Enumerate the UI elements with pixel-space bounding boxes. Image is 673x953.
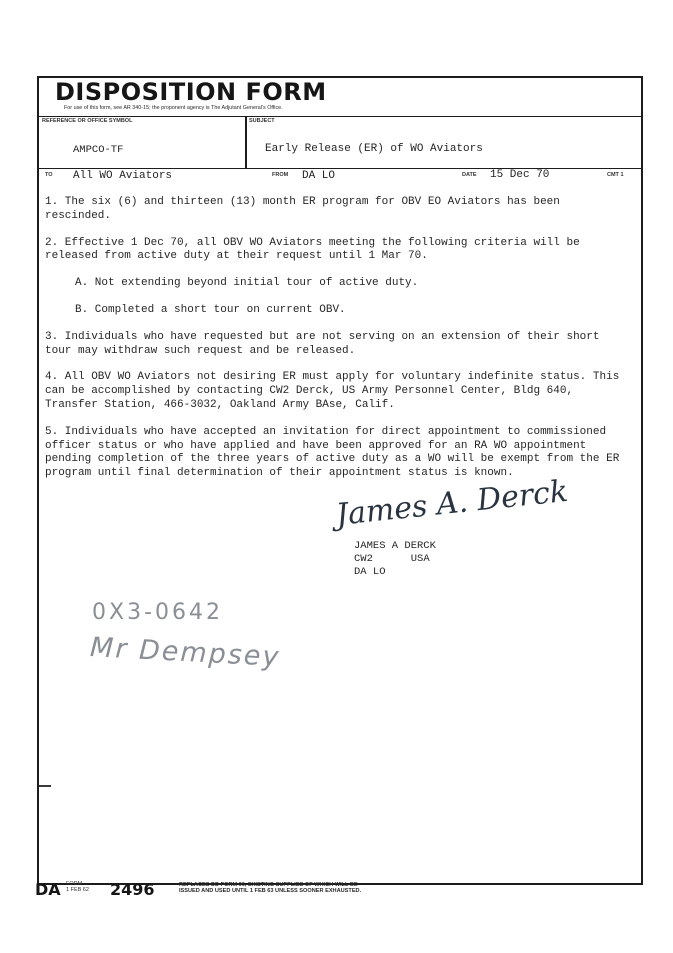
date-label: DATE bbox=[462, 172, 477, 178]
footer-form-edition: 1 FEB 62 bbox=[66, 887, 89, 893]
paragraph-2: 2. Effective 1 Dec 70, all OBV WO Aviators meeting the following criteria will be released from active duty at their request until 1 Mar 70. bbox=[45, 236, 580, 263]
memo-body bbox=[45, 196, 630, 494]
form-title: DISPOSITION FORM bbox=[55, 78, 327, 106]
signer-rank: CW2 bbox=[354, 553, 373, 566]
margin-mark bbox=[39, 785, 51, 787]
signer-office: DA LO bbox=[354, 566, 386, 579]
paragraph-2b: B. Completed a short tour on current OBV. bbox=[75, 303, 346, 316]
signer-branch: USA bbox=[410, 553, 430, 566]
handwritten-note-name: Mr Dempsey bbox=[89, 632, 282, 673]
vertical-divider bbox=[245, 116, 247, 168]
signer-name: JAMES A DERCK bbox=[354, 540, 436, 552]
paragraph-3: 3. Individuals who have requested but are not serving on an extension of their short tour may withdraw such request and be released. bbox=[45, 330, 600, 357]
footer-replaces-line-2: ISSUED AND USED UNTIL 1 FEB 63 UNLESS SOONER EXHAUSTED. bbox=[179, 888, 362, 895]
paragraph-5: 5. Individuals who have accepted an invitation for direct appointment to commissioned officer status or who have applied and have been approved for an RA WO appointment pending completion of the three years of active duty as a WO will be exempt from the ER program until final determination of their appointment status is known. bbox=[45, 425, 620, 480]
signature-block bbox=[354, 540, 436, 580]
paragraph-2a: A. Not extending beyond initial tour of active duty. bbox=[75, 277, 419, 290]
form-footer bbox=[35, 880, 635, 900]
footer-form-number: 2496 bbox=[110, 880, 155, 899]
reference-subject-row bbox=[39, 116, 641, 169]
reference-value: AMPCO-TF bbox=[73, 144, 124, 156]
subject-label: SUBJECT bbox=[249, 118, 275, 124]
handwritten-signature: James A. Derck bbox=[334, 473, 570, 533]
routing-row bbox=[39, 168, 641, 183]
footer-da: DA bbox=[35, 880, 61, 899]
comment-number: CMT 1 bbox=[607, 172, 624, 178]
date-value: 15 Dec 70 bbox=[490, 169, 550, 181]
footer-form-label: FORM bbox=[66, 881, 83, 887]
to-value: All WO Aviators bbox=[73, 170, 173, 182]
footer-replaces-line-1: REPLACES DD FORM 96, EXISTING SUPPLIES OF WHICH WILL BE bbox=[179, 882, 358, 888]
from-value: DA LO bbox=[302, 170, 336, 182]
subject-value: Early Release (ER) of WO Aviators bbox=[265, 143, 483, 155]
reference-label: REFERENCE OR OFFICE SYMBOL bbox=[42, 118, 133, 124]
to-label: TO bbox=[45, 172, 53, 178]
footer-form-date bbox=[66, 881, 89, 893]
paragraph-1: 1. The six (6) and thirteen (13) month ER program for OBV EO Aviators has been rescinded. bbox=[45, 196, 560, 222]
handwritten-note-number: 0X3-0642 bbox=[92, 600, 223, 625]
from-label: FROM bbox=[272, 172, 289, 178]
form-header bbox=[39, 78, 641, 117]
form-subtitle: For use of this form, see AR 340-15; the proponent agency is The Adjutant General's Office. bbox=[64, 105, 283, 111]
footer-replaces-note bbox=[179, 882, 361, 895]
paragraph-4: 4. All OBV WO Aviators not desiring ER must apply for voluntary indefinite status. This can be accomplished by contacting CW2 Derck, US Army Personnel Center, Bldg 640, Transfer Station, 466-3032, Oakland Army BAse, Calif. bbox=[45, 371, 620, 411]
